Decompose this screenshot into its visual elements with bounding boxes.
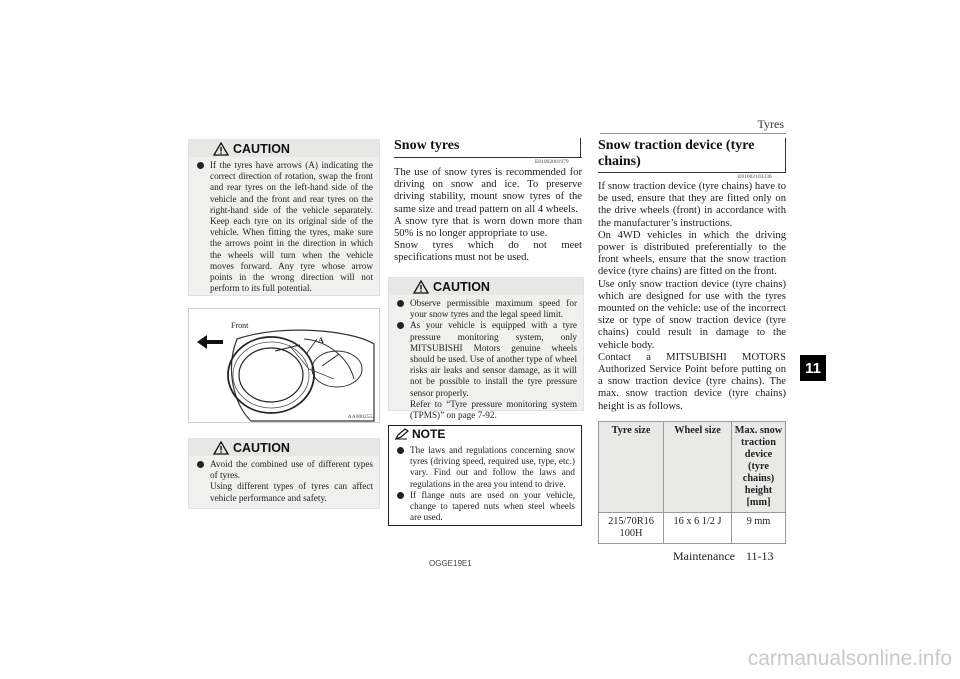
arrow-a-label: A	[318, 336, 324, 345]
caution-item-text: Avoid the combined use of different types of tyres. Using different types of tyres can affect vehicle performance and safety.	[210, 459, 373, 503]
caution-label: CAUTION	[233, 440, 290, 455]
chapter-tab[interactable]: 11	[800, 355, 826, 381]
caution-item-text: Observe permissible maximum speed for your snow tyres and the legal speed limit.	[410, 298, 577, 320]
caution-header	[189, 439, 379, 456]
paragraph: The use of snow tyres is recommended for driving on snow and ice. To preserve driving stability, mount snow tyres of the same size and tread pattern on all 4 wheels.	[394, 167, 582, 215]
table-cell: 16 x 6 1/2 J	[664, 513, 732, 544]
note-label: NOTE	[412, 427, 446, 441]
caution-item	[395, 320, 577, 421]
model-code: OGGE19E1	[429, 559, 472, 568]
page-number: 11-13	[746, 549, 774, 563]
bullet-icon	[397, 300, 404, 307]
table-header: Max. snow traction device (tyre chains) height [mm]	[732, 422, 786, 513]
caution-item	[395, 298, 577, 320]
caution-item-text: As your vehicle is equipped with a tyre pressure monitoring system, only MITSUBISHI Motors genuine wheels should be used. Use of another type of wheel risks air leaks and sensor damage, as it will not be possible to install the tyre pressure sensor properly. Refer to “Tyre pressure monitoring system (TPMS)” on page 7-92.	[410, 320, 577, 421]
heading-line: Snow traction device (tyre	[598, 138, 755, 153]
caution-item	[195, 160, 373, 294]
paragraph: Snow tyres which do not meet specifications must not be used.	[394, 240, 582, 264]
warning-triangle-icon	[213, 441, 229, 455]
caution-item-text: If the tyres have arrows (A) indicating the correct direction of rotation, swap the front and rear tyres on the left-hand side of the vehicle and the front and rear tyres on the right-hand side of the vehicle separately. Keep each tyre on its original side of the vehicle. When fitting the tyres, make sure the arrows point in the direction in which the wheels will turn when the vehicle moves forward. Any tyre whose arrow points in the wrong direction will not perform to its full potential.	[210, 160, 373, 294]
table-cell: 215/70R16 100H	[599, 513, 664, 544]
caution-label: CAUTION	[433, 279, 490, 294]
traction-device-text	[598, 181, 786, 413]
footer-section-name: Maintenance	[673, 549, 735, 563]
section-heading-snow-tyres: Snow tyres	[394, 138, 460, 153]
section-code: E01002001979	[535, 159, 569, 165]
caution-header	[189, 140, 379, 157]
note-item-text: The laws and regulations concerning snow tyres (driving speed, required use, type, etc.) vary. Find out and follow the laws and regulations in the area you intend to drive.	[410, 445, 575, 489]
caution-item	[195, 459, 373, 504]
warning-triangle-icon	[413, 280, 429, 294]
tyre-direction-figure	[188, 308, 380, 423]
tyre-illustration	[189, 309, 379, 422]
note-item-text: If flange nuts are used on your vehicle, change to tapered nuts when steel wheels are used.	[410, 489, 575, 523]
note-box	[388, 425, 582, 526]
paragraph: If snow traction device (tyre chains) have to be used, ensure that they are fitted only on the drive wheels (front) in accordance with the manufacturer’s instructions.	[598, 181, 786, 229]
table-header: Tyre size	[599, 422, 664, 513]
snow-tyres-text	[394, 167, 582, 265]
section-code: E01002103336	[738, 174, 772, 180]
note-header	[389, 426, 581, 442]
bullet-icon	[397, 492, 404, 499]
paragraph: Use only snow traction device (tyre chains) which are designed for use with the tyres mounted on the vehicle: use of the incorrect size or type of snow traction device (tyre chains) could result in damage to the vehicle body.	[598, 278, 786, 351]
heading-rule-vertical	[580, 138, 581, 158]
bullet-icon	[397, 447, 404, 454]
heading-line: chains)	[598, 154, 641, 169]
table-row	[599, 513, 786, 544]
paragraph: On 4WD vehicles in which the driving power is distributed preferentially to the front wheels, ensure that the snow traction device (tyre chains) are fitted on the front.	[598, 229, 786, 278]
paragraph: Contact a MITSUBISHI MOTORS Authorized Service Point before putting on a snow traction device (tyre chains). The max. snow traction device (tyre chains) height is as follows.	[598, 351, 786, 412]
note-item	[395, 445, 575, 490]
bullet-icon	[197, 162, 204, 169]
paragraph: A snow tyre that is worn down more than 50% is no longer appropriate to use.	[394, 215, 582, 240]
figure-id: AA0002552	[347, 414, 375, 420]
pencil-note-icon	[395, 428, 409, 440]
heading-rule-vertical	[785, 138, 786, 173]
front-label: Front	[231, 321, 249, 330]
chain-height-table	[598, 421, 786, 544]
table-cell: 9 mm	[732, 513, 786, 544]
caution-header	[389, 278, 583, 295]
section-heading-traction	[598, 138, 754, 170]
bullet-icon	[397, 322, 404, 329]
heading-rule	[598, 172, 786, 173]
bullet-icon	[197, 461, 204, 468]
caution-box-mixed-tyres	[188, 438, 380, 509]
heading-rule	[394, 157, 582, 158]
caution-label: CAUTION	[233, 141, 290, 156]
note-item	[395, 490, 575, 524]
chapter-title: Tyres	[757, 117, 784, 131]
table-header-row	[599, 422, 786, 513]
warning-triangle-icon	[213, 142, 229, 156]
header-rule	[600, 133, 786, 134]
watermark: carmanualsonline.info	[747, 647, 952, 670]
caution-box-snow-tyres	[388, 277, 584, 421]
table-header: Wheel size	[664, 422, 732, 513]
caution-box-rotation	[188, 139, 380, 296]
